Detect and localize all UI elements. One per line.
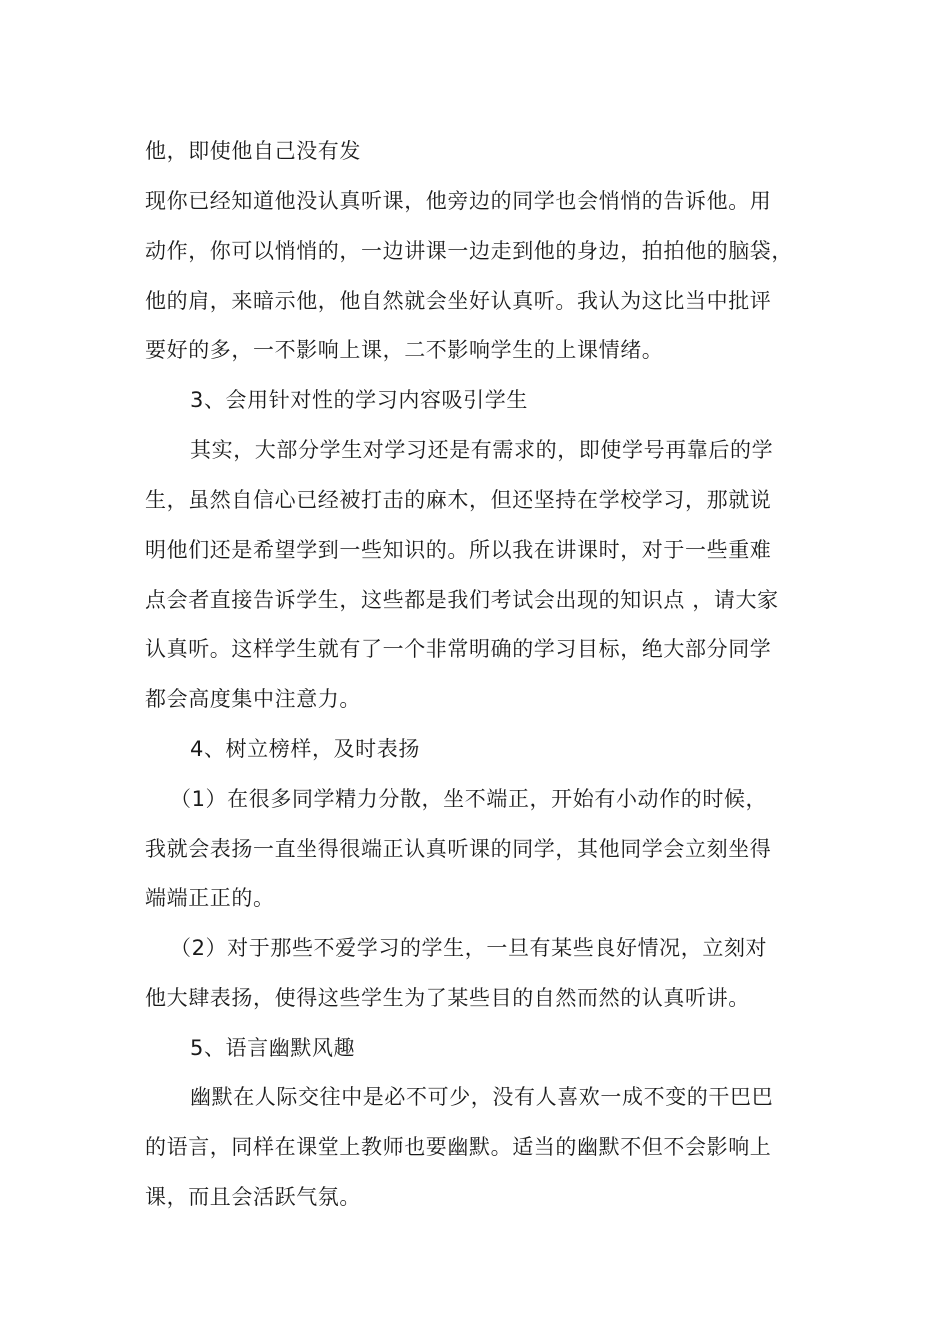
- section-heading: 4、树立榜样，及时表扬: [190, 737, 420, 761]
- paragraph-line: 点会者直接告诉学生，这些都是我们考试会出现的知识点 ，请大家: [145, 588, 779, 612]
- section-heading: 5、语言幽默风趣: [190, 1036, 356, 1060]
- paragraph-line: （1）在很多同学精力分散，坐不端正，开始有小动作的时候，: [170, 787, 768, 811]
- section-heading: 3、会用针对性的学习内容吸引学生: [190, 388, 528, 412]
- paragraph-line: 都会高度集中注意力。: [145, 687, 361, 711]
- paragraph-line: 他的肩，来暗示他，他自然就会坐好认真听。我认为这比当中批评: [145, 289, 772, 313]
- paragraph-line: 我就会表扬一直坐得很端正认真听课的同学，其他同学会立刻坐得: [145, 837, 772, 861]
- paragraph-line: 他，即使他自己没有发: [145, 139, 361, 163]
- paragraph-line: 端端正正的。: [145, 886, 275, 910]
- paragraph-line: 明他们还是希望学到一些知识的。所以我在讲课时，对于一些重难: [145, 538, 772, 562]
- paragraph-line: 的语言，同样在课堂上教师也要幽默。适当的幽默不但不会影响上: [145, 1135, 772, 1159]
- paragraph-line: 生，虽然自信心已经被打击的麻木，但还坚持在学校学习，那就说: [145, 488, 772, 512]
- paragraph-line: 其实，大部分学生对学习还是有需求的，即使学号再靠后的学: [190, 438, 774, 462]
- paragraph-line: 动作，你可以悄悄的，一边讲课一边走到他的身边，拍拍他的脑袋，: [145, 239, 793, 263]
- paragraph-line: 现你已经知道他没认真听课，他旁边的同学也会悄悄的告诉他。用: [145, 189, 772, 213]
- paragraph-line: （2）对于那些不爱学习的学生，一旦有某些良好情况，立刻对: [170, 936, 768, 960]
- paragraph-line: 认真听。这样学生就有了一个非常明确的学习目标，绝大部分同学: [145, 637, 772, 661]
- paragraph-line: 课，而且会活跃气氛。: [145, 1185, 361, 1209]
- paragraph-line: 幽默在人际交往中是必不可少，没有人喜欢一成不变的干巴巴: [190, 1085, 774, 1109]
- paragraph-line: 要好的多，一不影响上课，二不影响学生的上课情绪。: [145, 338, 664, 362]
- paragraph-line: 他大肆表扬，使得这些学生为了某些目的自然而然的认真听讲。: [145, 986, 750, 1010]
